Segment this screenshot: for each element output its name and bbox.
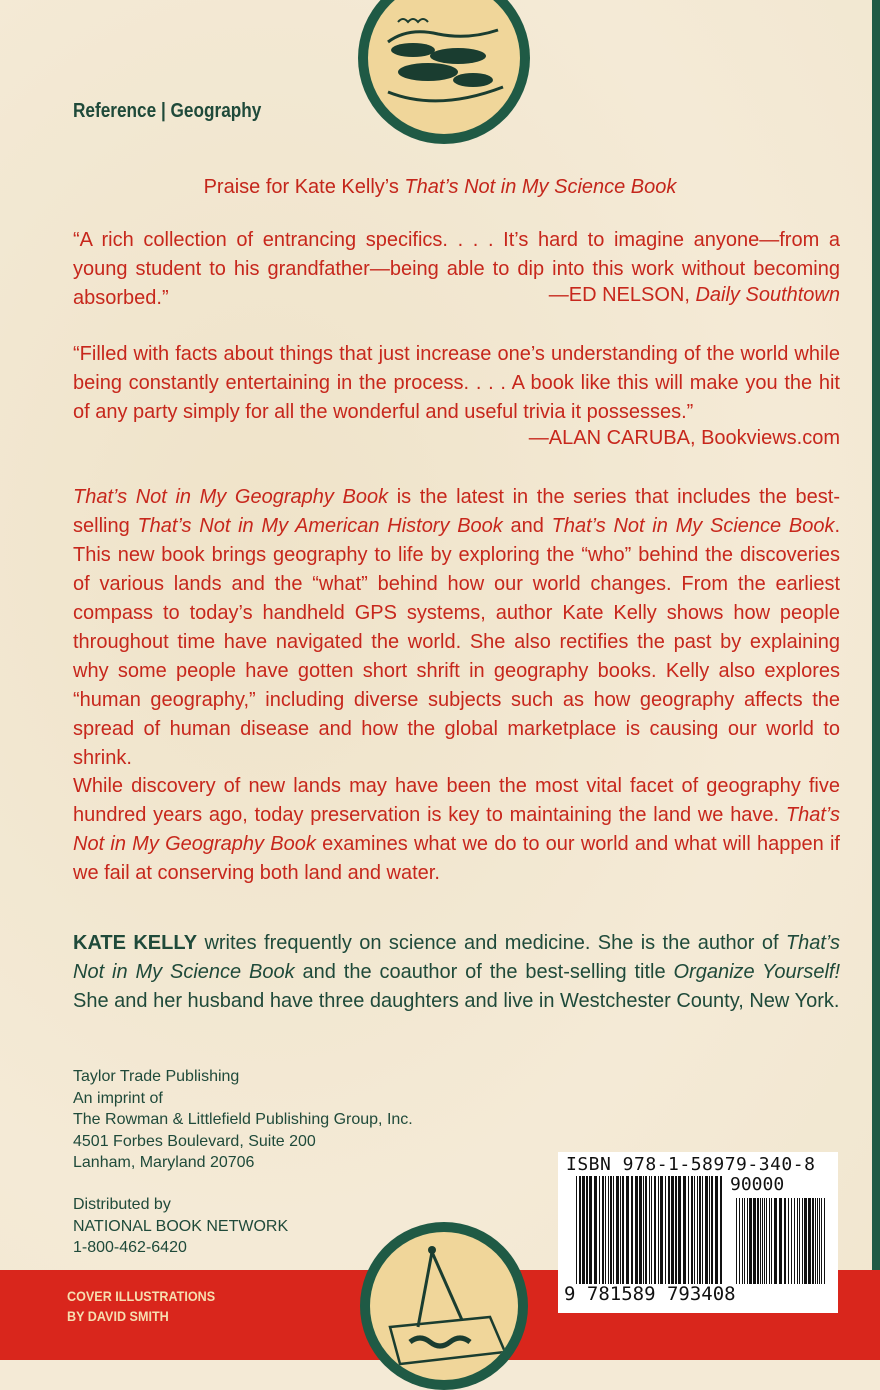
barcode-bar: [720, 1176, 722, 1284]
barcode-bar: [804, 1198, 807, 1284]
distributor-line: NATIONAL BOOK NETWORK: [73, 1217, 289, 1235]
barcode-bar: [791, 1198, 792, 1284]
barcode-bar: [799, 1198, 800, 1284]
praise-heading-title: That’s Not in My Science Book: [404, 176, 677, 198]
price-addon-bars: [736, 1198, 828, 1284]
barcode-bar: [586, 1176, 588, 1284]
barcode-bar: [812, 1198, 814, 1284]
barcode-bar: [815, 1198, 816, 1284]
barcode-bar: [747, 1198, 748, 1284]
quote-1-source: Daily Southtown: [695, 284, 840, 306]
barcode-bar: [736, 1198, 737, 1284]
publisher-line: An imprint of: [73, 1089, 163, 1107]
barcode-bar: [605, 1176, 606, 1284]
isbn-label: ISBN 978-1-58979-340-8: [566, 1154, 816, 1175]
quote-1: “A rich collection of entrancing specifics. . . . It’s hard to imagine anyone—from a young student to his grandfather—being able to dip into this work without becoming absorbed.”: [73, 229, 840, 309]
barcode-bar: [711, 1176, 713, 1284]
barcode-bar: [616, 1176, 619, 1284]
category-label: Reference | Geography: [73, 100, 262, 122]
barcode-bar: [760, 1198, 761, 1284]
publisher-line: 4501 Forbes Boulevard, Suite 200: [73, 1132, 316, 1150]
desc-text-1: is the latest in the series that includes the best-selling: [73, 486, 840, 537]
barcode-bar: [705, 1176, 708, 1284]
distributor-block: [73, 1194, 288, 1259]
compass-map-illustration-icon: [370, 1232, 518, 1380]
description-paragraph-2: [73, 772, 840, 888]
barcode-bar: [626, 1176, 629, 1284]
barcode-bar: [668, 1176, 670, 1284]
barcode-bar: [808, 1198, 811, 1284]
publisher-block: [73, 1066, 413, 1174]
barcode-bar: [660, 1176, 663, 1284]
barcode-bar: [779, 1198, 782, 1284]
barcode-bar: [665, 1176, 666, 1284]
barcode-bar: [671, 1176, 674, 1284]
spine-edge: [872, 0, 880, 1360]
desc2-text-2: examines what we do to our world and what will happen if we fail at conserving both land and water.: [73, 833, 840, 884]
barcode-bar: [766, 1198, 767, 1284]
barcode-bar: [576, 1176, 577, 1284]
barcode-bar: [651, 1176, 652, 1284]
credit-line: BY DAVID SMITH: [67, 1308, 169, 1324]
bio-text-1: writes frequently on science and medicine. She is the author of: [197, 932, 786, 954]
praise-heading-prefix: Praise for Kate Kelly’s: [203, 176, 405, 198]
barcode-bar: [631, 1176, 633, 1284]
barcode-bar: [635, 1176, 638, 1284]
barcode-bar: [699, 1176, 701, 1284]
bio-title-1: That’s Not in My Science Book: [73, 932, 840, 983]
barcode-bar: [694, 1176, 695, 1284]
bio-text-3: She and her husband have three daughters and live in Westchester County, New York.: [73, 990, 840, 1012]
barcode-bar: [788, 1198, 789, 1284]
barcode-bar: [771, 1198, 772, 1284]
author-name: KATE KELLY: [73, 932, 198, 954]
barcode-bar: [613, 1176, 614, 1284]
barcode-bar: [643, 1176, 644, 1284]
distributor-line: 1-800-462-6420: [73, 1239, 187, 1256]
barcode-bar: [702, 1176, 703, 1284]
barcode-bar: [579, 1176, 581, 1284]
author-bio: [73, 929, 840, 1016]
barcode-bar: [739, 1198, 740, 1284]
desc-title-3: That’s Not in My Science Book: [551, 515, 835, 537]
barcode-bar: [697, 1176, 698, 1284]
desc2-title: That’s Not in My Geography Book: [73, 804, 840, 855]
barcode-bar: [821, 1198, 822, 1284]
barcode-bar: [610, 1176, 612, 1284]
distributor-line: Distributed by: [73, 1196, 171, 1213]
quote-2-attribution: —ALAN CARUBA, Bookviews.com: [528, 427, 840, 449]
barcode-bar: [764, 1198, 765, 1284]
publisher-line: Lanham, Maryland 20706: [73, 1154, 255, 1171]
barcode-bar: [582, 1176, 585, 1284]
barcode-bar: [654, 1176, 656, 1284]
barcode-bar: [817, 1198, 818, 1284]
barcode-bar: [599, 1176, 600, 1284]
barcode: [558, 1152, 838, 1313]
barcode-bar: [608, 1176, 609, 1284]
barcode-bar: [620, 1176, 621, 1284]
barcode-bar: [784, 1198, 786, 1284]
barcode-bar: [683, 1176, 686, 1284]
barcode-bar: [744, 1198, 745, 1284]
praise-heading: [0, 176, 880, 199]
credit-line: COVER ILLUSTRATIONS: [67, 1288, 216, 1304]
barcode-bar: [769, 1198, 770, 1284]
map-layers-illustration-icon: [368, 0, 520, 134]
quote-2: “Filled with facts about things that just increase one’s understanding of the world while being constantly entertaining in the process. . . . A book like this will make you the hit of any party simply for all the wonderful and useful trivia it possesses.”: [73, 343, 840, 423]
barcode-bar: [794, 1198, 795, 1284]
price-code: 90000: [730, 1174, 785, 1195]
publisher-line: The Rowman & Littlefield Publishing Group, Inc.: [73, 1111, 413, 1128]
barcode-bar: [824, 1198, 825, 1284]
barcode-bar: [715, 1176, 718, 1284]
desc-title-2: That’s Not in My American History Book: [137, 515, 503, 537]
barcode-bar: [709, 1176, 710, 1284]
barcode-bar: [797, 1198, 798, 1284]
barcode-bar: [762, 1198, 763, 1284]
bottom-medallion: [360, 1222, 528, 1390]
desc-text-3: . This new book brings geography to life by exploring the “who” behind the discoveries of various lands and the “what” behind how our world changes. From the earliest compass to today’s handheld GPS systems, author Kate Kelly shows how people throughout time have navigated the world. She also rectifies the past by explaining why some people have gotten short shrift in geography books. Kelly also explores “human geography,” including diverse subjects such as how geography affects the spread of human disease and how the global marketplace is causing our world to shrink.: [73, 515, 841, 769]
ean-digits: 9 781589 793408: [564, 1283, 736, 1305]
bio-text-2: and the coauthor of the best-selling title: [294, 961, 674, 983]
barcode-bar: [691, 1176, 693, 1284]
quote-1-attribution: [549, 284, 840, 307]
ean-bars: [576, 1176, 724, 1284]
barcode-bar: [649, 1176, 650, 1284]
barcode-bar: [802, 1198, 803, 1284]
barcode-bar: [589, 1176, 592, 1284]
barcode-bar: [753, 1198, 756, 1284]
barcode-bar: [675, 1176, 677, 1284]
barcode-bar: [688, 1176, 689, 1284]
barcode-bar: [749, 1198, 752, 1284]
desc-title-1: That’s Not in My Geography Book: [73, 486, 389, 508]
barcode-bar: [819, 1198, 820, 1284]
barcode-bar: [622, 1176, 624, 1284]
barcode-bar: [602, 1176, 604, 1284]
barcode-bar: [639, 1176, 642, 1284]
barcode-bar: [757, 1198, 759, 1284]
barcode-bar: [678, 1176, 681, 1284]
desc-text-2: and: [502, 515, 552, 537]
desc2-text-1: While discovery of new lands may have been the most vital facet of geography five hundred years ago, today preservation is key to maintaining the land we have.: [73, 775, 840, 826]
bio-title-2: Organize Yourself!: [673, 961, 840, 983]
publisher-line: Taylor Trade Publishing: [73, 1068, 240, 1085]
barcode-bar: [645, 1176, 647, 1284]
quote-1-author: —ED NELSON,: [548, 284, 696, 306]
cover-credit: [67, 1286, 215, 1326]
barcode-bar: [658, 1176, 659, 1284]
barcode-bar: [594, 1176, 597, 1284]
barcode-bar: [774, 1198, 777, 1284]
barcode-bar: [742, 1198, 743, 1284]
description-paragraph: [73, 483, 840, 773]
